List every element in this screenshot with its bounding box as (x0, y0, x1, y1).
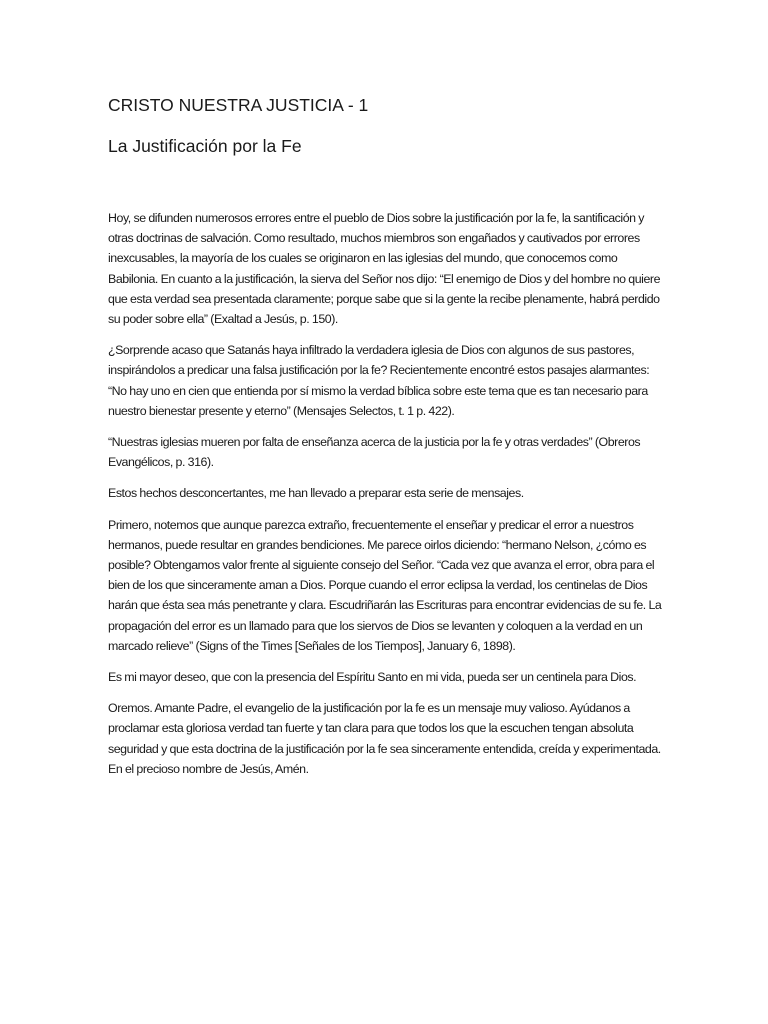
paragraph-3: “Nuestras iglesias mueren por falta de enseñanza acerca de la justicia por la fe y otras verdades” (Obreros Evangélicos, p. 316). (108, 435, 641, 470)
paragraph-6: Es mi mayor deseo, que con la presencia del Espíritu Santo en mi vida, pueda ser un centinela para Dios. (108, 670, 637, 685)
document-subtitle: La Justificación por la Fe (108, 136, 302, 156)
paragraph-1: Hoy, se difunden numerosos errores entre el pueblo de Dios sobre la justificación por la fe, la santificación y otras doctrinas de salvación. Como resultado, muchos miembros son engañados y cautivados por errores inexcusables, la mayoría de los cuales se originaron en las iglesias del mundo, que conocemos como Babilonia. En cuanto a la justificación, la sierva del Señor nos dijo: “El enemigo de Dios y del hombre no quiere que esta verdad sea presentada claramente; porque sabe que si la gente la recibe plenamente, habrá perdido su poder sobre ella” (Exaltad a Jesús, p. 150). (108, 211, 661, 327)
paragraph-5: Primero, notemos que aunque parezca extraño, frecuentemente el enseñar y predicar el error a nuestros hermanos, puede resultar en grandes bendiciones. Me parece oirlos diciendo: “hermano Nelson, ¿cómo es posible? Obtengamos valor frente al siguiente consejo del Señor. “Cada vez que avanza el error, obra para el bien de los que sinceramente aman a Dios. Porque cuando el error eclipsa la verdad, los centinelas de Dios harán que ésta sea más penetrante y clara. Escudriñarán las Escrituras para encontrar evidencias de su fe. La propagación del error es un llamado para que los siervos de Dios se levanten y coloquen a la verdad en un marcado relieve” (Signs of the Times [Señales de los Tiempos], January 6, 1898). (108, 517, 662, 653)
document-title: CRISTO NUESTRA JUSTICIA - 1 (108, 95, 369, 115)
paragraph-4: Estos hechos desconcertantes, me han llevado a preparar esta serie de mensajes. (108, 486, 524, 501)
paragraph-7: Oremos. Amante Padre, el evangelio de la justificación por la fe es un mensaje muy valioso. Ayúdanos a proclamar esta gloriosa verdad tan fuerte y tan clara para que todos los que la escuchen tengan absoluta seguridad y que esta doctrina de la justificación por la fe sea sinceramente entendida, creída y experimentada. En el precioso nombre de Jesús, Amén. (108, 701, 661, 776)
document-body (108, 208, 664, 790)
document-page (108, 0, 664, 1024)
paragraph-2: ¿Sorprende acaso que Satanás haya infiltrado la verdadera iglesia de Dios con algunos de sus pastores, inspirándolos a predicar una falsa justificación por la fe? Recientemente encontré estos pasajes alarmantes: “No hay uno en cien que entienda por sí mismo la verdad bíblica sobre este tema que es tan necesario para nuestro bienestar presente y eterno” (Mensajes Selectos, t. 1 p. 422). (108, 343, 650, 418)
